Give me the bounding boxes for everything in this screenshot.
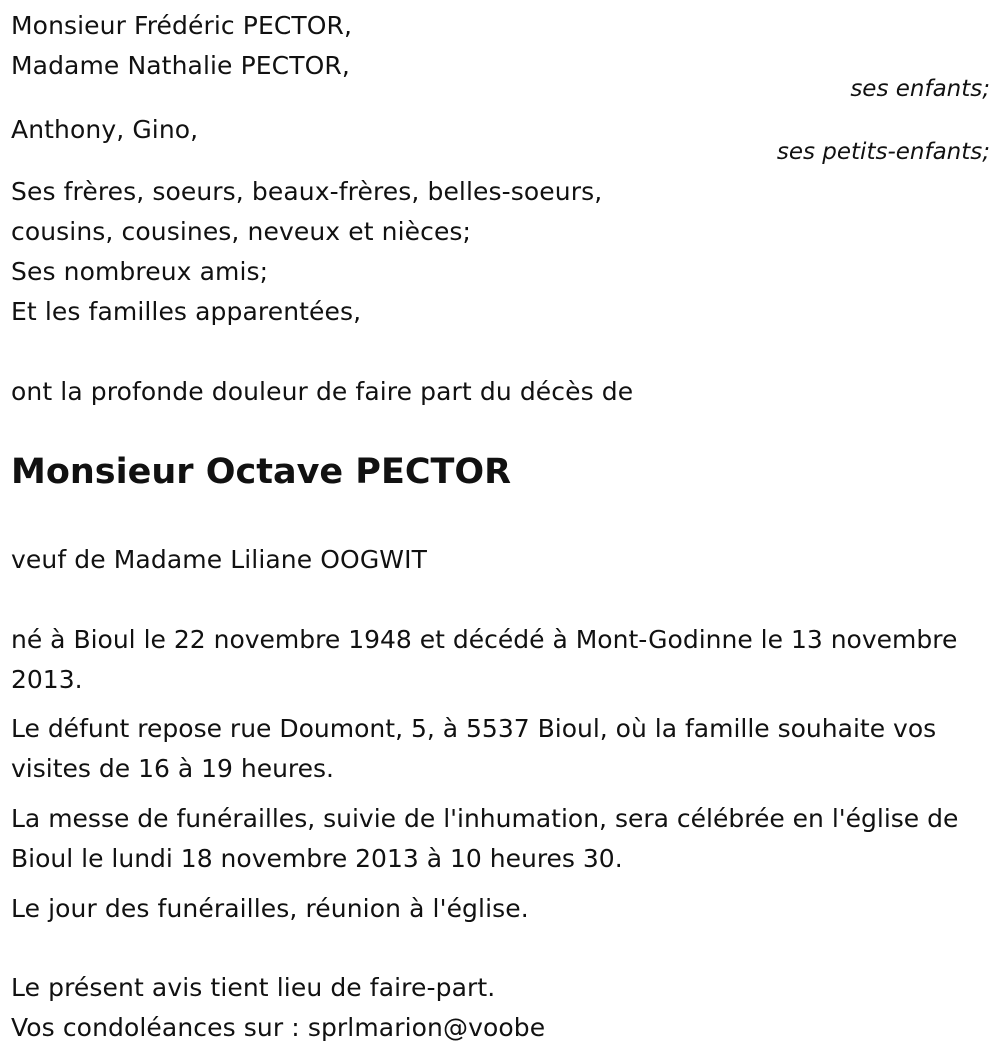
relatives-line-3: Ses nombreux amis;: [11, 257, 269, 286]
meeting-paragraph: Le jour des funérailles, réunion à l'église.: [11, 894, 529, 923]
deceased-name: Monsieur Octave PECTOR: [11, 452, 512, 492]
children-relation-label: ses enfants;: [850, 76, 990, 102]
birth-death-paragraph: né à Bioul le 22 novembre 1948 et décédé à Mont-Godinne le 13 novembre 2013.: [11, 625, 958, 694]
visitation-paragraph: Le défunt repose rue Doumont, 5, à 5537 Bioul, où la famille souhaite vos visites de 16 à 19 heures.: [11, 714, 937, 783]
relatives-line-1: Ses frères, soeurs, beaux-frères, belles-soeurs,: [11, 177, 603, 206]
notice-line: Le présent avis tient lieu de faire-part.: [11, 973, 496, 1002]
child-name-1: Monsieur Frédéric PECTOR,: [11, 11, 353, 40]
grandchildren-names: Anthony, Gino,: [11, 115, 199, 144]
grandchildren-relation-label: ses petits-enfants;: [776, 139, 990, 165]
funeral-paragraph: La messe de funérailles, suivie de l'inhumation, sera célébrée en l'église de Bioul le lundi 18 novembre 2013 à 10 heures 30.: [11, 804, 959, 873]
widow-status: veuf de Madame Liliane OOGWIT: [11, 545, 427, 574]
relatives-line-2: cousins, cousines, neveux et nièces;: [11, 217, 472, 246]
child-name-2: Madame Nathalie PECTOR,: [11, 51, 350, 80]
relatives-line-4: Et les familles apparentées,: [11, 297, 362, 326]
condolences-line: Vos condoléances sur : sprlmarion@voobe: [11, 1013, 546, 1042]
announcement-text: ont la profonde douleur de faire part du décès de: [11, 377, 634, 406]
